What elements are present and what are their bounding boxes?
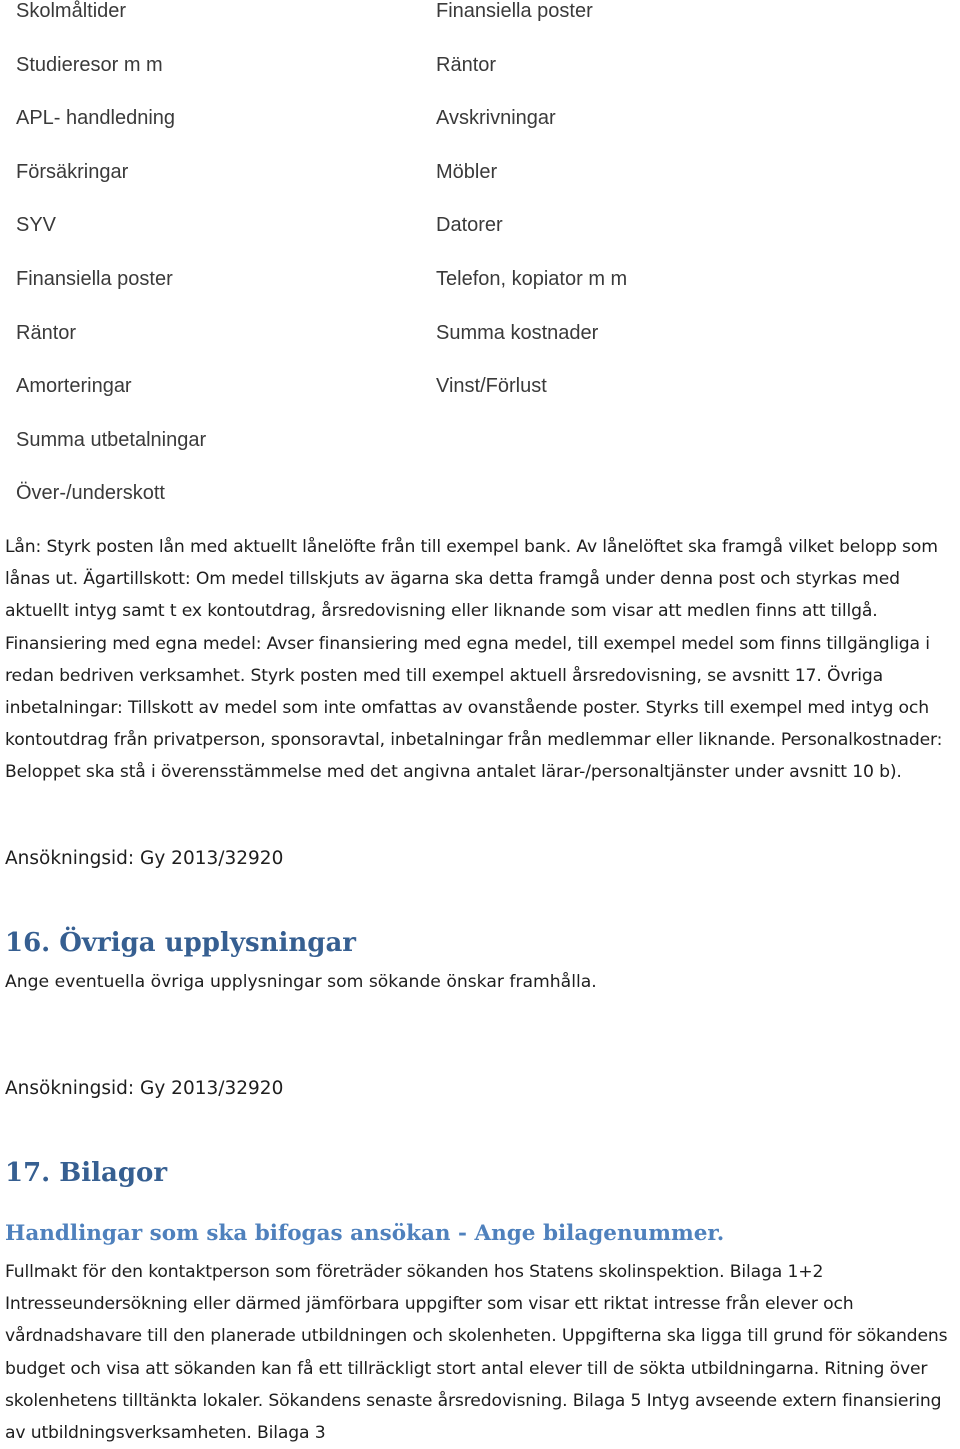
budget-item: Finansiella poster xyxy=(436,0,593,22)
section-17-subheading: Handlingar som ska bifogas ansökan - Ange bilagenummer. xyxy=(5,1221,725,1246)
budget-item: APL- handledning xyxy=(16,107,176,130)
budget-left-column xyxy=(16,0,175,429)
budget-item: Amorteringar xyxy=(16,375,132,398)
budget-item: Summa kostnader xyxy=(436,321,599,344)
budget-right-column xyxy=(436,0,627,429)
summa-utbetalningar: Summa utbetalningar xyxy=(16,429,207,451)
instructions-paragraph: Lån: Styrk posten lån med aktuellt lånelöfte från till exempel bank. Av lånelöftet ska framgå vilket belopp som lånas ut. Ägartillskott: Om medel tillskjuts av ägarna ska detta framgå under denna post och styrkas med aktuellt intyg samt t ex kontoutdrag, årsredovisning eller liknande som visar att medlen finns att tillgå. Finansiering med egna medel: Avser finansiering med egna medel, till exempel medel som finns tillgängliga i redan bedriven verksamhet. Styrk posten med till exempel aktuell årsredovisning, se avsnitt 17. Övriga inbetalningar: Tillskott av medel som inte omfattas av ovanstående poster. Styrks till exempel med intyg och kontoutdrag från privatperson, sponsoravtal, inbetalningar från medlemmar eller liknande. Personalkostnader: Beloppet ska stå i överensstämmelse med det angivna antalet lärar-/personaltjänster under avsnitt 10 b). xyxy=(5,537,943,783)
budget-item: Studieresor m m xyxy=(16,53,163,76)
section-16-text: Ange eventuella övriga upplysningar som sökande önskar framhålla. xyxy=(5,972,597,992)
section-16-heading: 16. Övriga upplysningar xyxy=(5,928,356,958)
budget-item: SYV xyxy=(16,214,57,237)
budget-item: Räntor xyxy=(436,53,497,76)
section-17-text: Fullmakt för den kontaktperson som företräder sökanden hos Statens skolinspektion. Bilaga 1+2 Intresseundersökning eller därmed jämförbara uppgifter som visar ett riktat intresse från elever och vårdnadshavare till den planerade utbildningen och skolenheten. Uppgifterna ska ligga till grund för sökandens budget och visa att sökanden kan få ett tillräckligt stort antal elever till de sökta utbildningarna. Ritning över skolenhetens tilltänkta lokaler. Sökandens senaste årsredovisning. Bilaga 5 Intyg avseende extern finansiering av utbildningsverksamheten. Bilaga 3 xyxy=(5,1262,948,1444)
section-17-heading: 17. Bilagor xyxy=(5,1158,168,1188)
application-id: Ansökningsid: Gy 2013/32920 xyxy=(5,1078,284,1099)
budget-item: Skolmåltider xyxy=(16,0,127,22)
budget-item: Vinst/Förlust xyxy=(436,375,547,398)
over-underskott: Över-/underskott xyxy=(16,482,165,504)
budget-item: Datorer xyxy=(436,214,503,237)
budget-item: Försäkringar xyxy=(16,160,129,183)
budget-item: Telefon, kopiator m m xyxy=(436,267,628,290)
budget-item: Finansiella poster xyxy=(16,267,173,290)
application-id: Ansökningsid: Gy 2013/32920 xyxy=(5,848,284,869)
budget-item: Avskrivningar xyxy=(436,107,556,130)
budget-item: Räntor xyxy=(16,321,77,344)
budget-item: Möbler xyxy=(436,160,498,183)
